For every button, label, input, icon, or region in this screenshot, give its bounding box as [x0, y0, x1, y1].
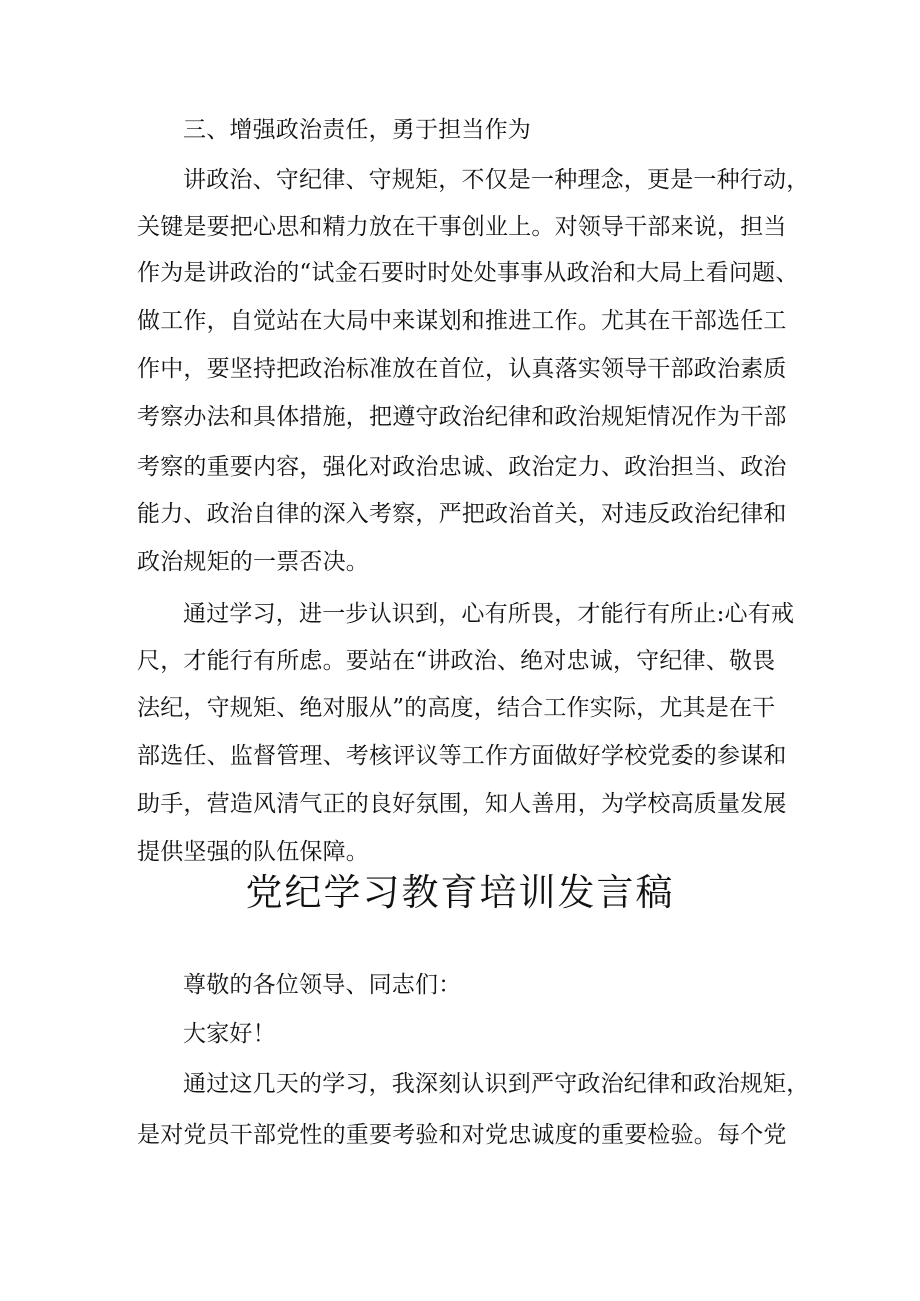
- salutation: 尊敬的各位领导、同志们：: [183, 972, 462, 998]
- paragraph-line: 提供坚强的队伍保障。: [137, 839, 369, 865]
- paragraph-line: 部选任、监督管理、考核评议等工作方面做好学校党委的参谋和: [137, 743, 787, 769]
- paragraph-line: 作中，要坚持把政治标准放在首位，认真落实领导干部政治素质: [137, 356, 787, 382]
- greeting: 大家好！: [183, 1021, 276, 1047]
- paragraph-line: 通过学习，进一步认识到，心有所畏，才能行有所止:心有戒: [183, 601, 795, 627]
- paragraph-line: 讲政治、守纪律、守规矩，不仅是一种理念，更是一种行动，: [183, 167, 810, 193]
- paragraph-line: 考察的重要内容，强化对政治忠诚、政治定力、政治担当、政治: [137, 454, 787, 480]
- paragraph-line: 能力、政治自律的深入考察，严把政治首关，对违反政治纪律和: [137, 501, 787, 527]
- paragraph-line: 是对党员干部党性的重要考验和对党忠诚度的重要检验。每个党: [137, 1122, 787, 1148]
- paragraph-line: 尺，才能行有所虑。要站在“讲政治、绝对忠诚，守纪律、敬畏: [137, 648, 776, 674]
- paragraph-line: 助手，营造风清气正的良好氛围，知人善用，为学校高质量发展: [137, 791, 787, 817]
- paragraph-line: 法纪，守规矩、绝对服从”的高度，结合工作实际，尤其是在干: [137, 695, 776, 721]
- paragraph-line: 关键是要把心思和精力放在干事创业上。对领导干部来说，担当: [137, 214, 787, 240]
- paragraph-line: 做工作，自觉站在大局中来谋划和推进工作。尤其在干部选任工: [137, 308, 787, 334]
- paragraph-line: 作为是讲政治的“试金石要时时处处事事从政治和大局上看问题、: [137, 260, 799, 286]
- paragraph-line: 政治规矩的一票否决。: [137, 549, 369, 575]
- document-title: 党纪学习教育培训发言稿: [245, 871, 675, 914]
- paragraph-line: 考察办法和具体措施，把遵守政治纪律和政治规矩情况作为干部: [137, 404, 787, 430]
- paragraph-line: 通过这几天的学习，我深刻认识到严守政治纪律和政治规矩，: [183, 1071, 810, 1097]
- section-heading: 三、增强政治责任，勇于担当作为: [183, 117, 531, 143]
